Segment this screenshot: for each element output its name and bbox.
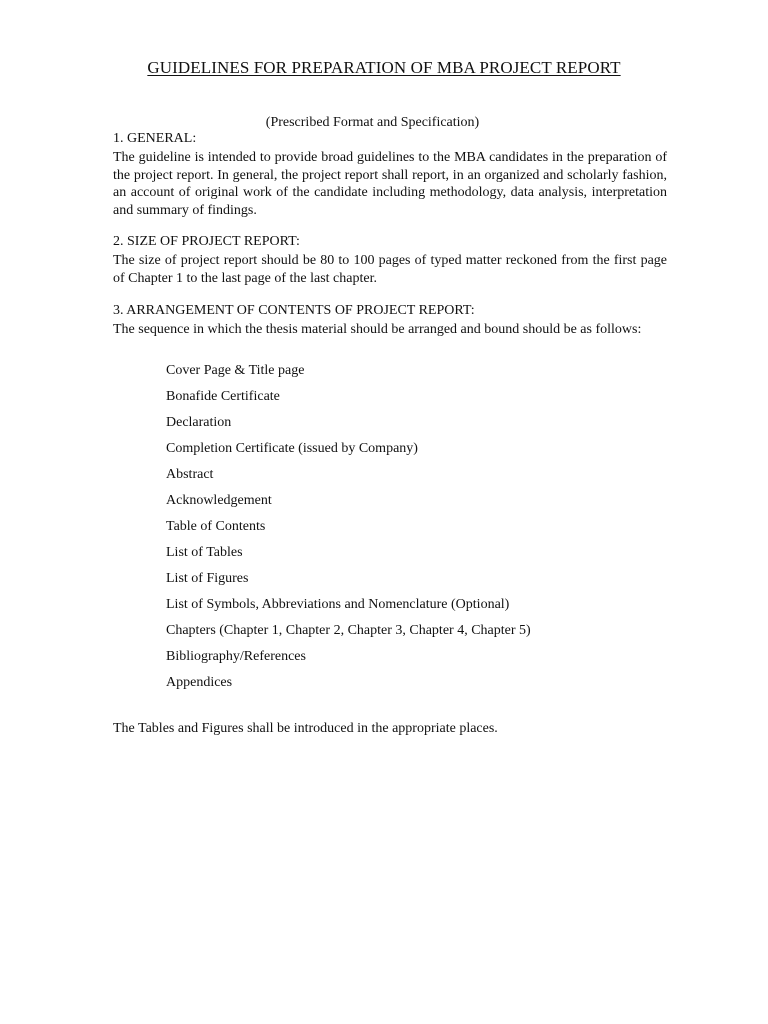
- list-item: Chapters (Chapter 1, Chapter 2, Chapter 3, Chapter 4, Chapter 5): [166, 623, 531, 638]
- list-item: Completion Certificate (issued by Company): [166, 441, 418, 456]
- closing-note: The Tables and Figures shall be introduced in the appropriate places.: [113, 721, 498, 736]
- list-item: List of Figures: [166, 571, 249, 586]
- list-item: Abstract: [166, 467, 214, 482]
- section-text-general: The guideline is intended to provide broad guidelines to the MBA candidates in the preparation of the project report. In general, the project report shall report, in an organized and scholarly fashion, an account of original work of the candidate including methodology, data analysis, interpretation and summary of findings.: [113, 150, 667, 218]
- section-text-size: The size of project report should be 80 to 100 pages of typed matter reckoned from the first page of Chapter 1 to the last page of the last chapter.: [113, 253, 667, 286]
- list-item: Bonafide Certificate: [166, 389, 280, 404]
- list-item: List of Symbols, Abbreviations and Nomenclature (Optional): [166, 597, 510, 612]
- section-heading-size: 2. SIZE OF PROJECT REPORT:: [113, 234, 300, 249]
- section-heading-arrangement: 3. ARRANGEMENT OF CONTENTS OF PROJECT REPORT:: [113, 303, 475, 318]
- list-item: Acknowledgement: [166, 493, 272, 508]
- list-item: Declaration: [166, 415, 232, 430]
- list-item: List of Tables: [166, 545, 243, 560]
- contents-list: [166, 362, 531, 700]
- list-item: Cover Page & Title page: [166, 363, 305, 378]
- section-text-arrangement: The sequence in which the thesis material should be arranged and bound should be as follows:: [113, 322, 642, 337]
- list-item: Bibliography/References: [166, 649, 306, 664]
- list-item: Appendices: [166, 675, 233, 690]
- section-heading-general: 1. GENERAL:: [113, 131, 197, 146]
- list-item: Table of Contents: [166, 519, 266, 534]
- document-title: GUIDELINES FOR PREPARATION OF MBA PROJECT REPORT: [147, 58, 621, 77]
- document-subtitle: (Prescribed Format and Specification): [265, 115, 480, 130]
